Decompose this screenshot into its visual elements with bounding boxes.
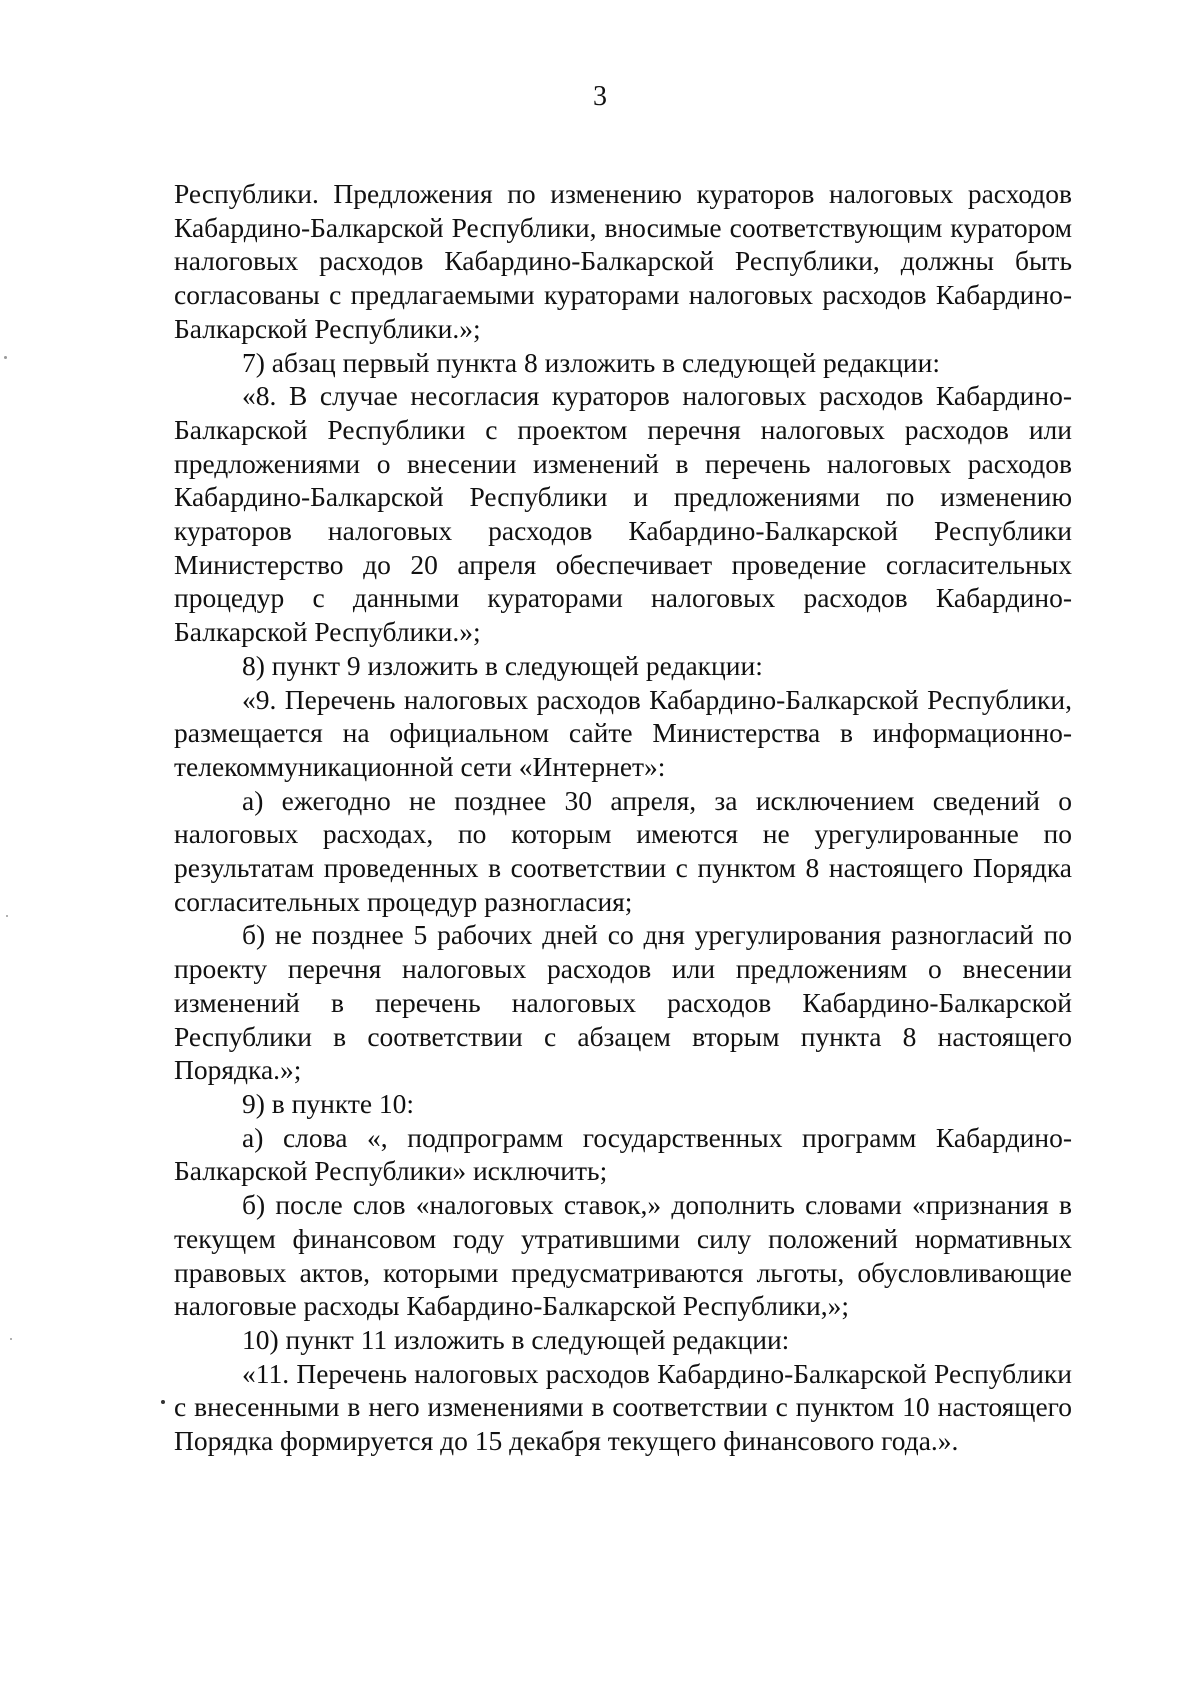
document-body — [174, 177, 1072, 1458]
paragraph-clause-8: «8. В случае несогласия кураторов налоговых расходов Кабардино-Балкарской Республики с проектом перечня налоговых расходов или предложениями о внесении изменений в перечень налоговых расходов Кабардино-Балкарской Республики и предложениями по изменению кураторов налоговых расходов Кабардино-Балкарской Республики Министерство до 20 апреля обеспечивает проведение согласительных процедур с данными кураторами налоговых расходов Кабардино-Балкарской Республики.»; — [174, 380, 1072, 648]
scan-speck — [6, 915, 8, 917]
scan-speck — [4, 356, 7, 359]
paragraph-item-9: 9) в пункте 10: — [242, 1087, 415, 1119]
paragraph-subitem-b: б) не позднее 5 рабочих дней со дня урегулирования разногласий по проекту перечня налоговых расходов или предложениям о внесении изменений в перечень налоговых расходов Кабардино-Балкарской Республики в соответствии с абзацем вторым пункта 8 настоящего Порядка.»; — [174, 919, 1072, 1086]
scan-speck — [161, 1400, 165, 1404]
scan-speck — [10, 1338, 12, 1340]
paragraph-clause-9: «9. Перечень налоговых расходов Кабардино-Балкарской Республики, размещается на официальном сайте Министерства в информационно-телекоммуникационной сети «Интернет»: — [174, 683, 1072, 782]
paragraph-clause-11: «11. Перечень налоговых расходов Кабардино-Балкарской Республики с внесенными в него изменениями в соответствии с пунктом 10 настоящего Порядка формируется до 15 декабря текущего финансового года.». — [174, 1357, 1072, 1457]
page-number: 3 — [593, 81, 607, 112]
paragraph-item-9-a: а) слова «, подпрограмм государственных программ Кабардино-Балкарской Республики» исключить; — [174, 1121, 1072, 1187]
paragraph-subitem-a: а) ежегодно не позднее 30 апреля, за исключением сведений о налоговых расходах, по которым имеются не урегулированные по результатам проведенных в соответствии с пунктом 8 настоящего Порядка согласительных процедур разногласия; — [174, 784, 1072, 917]
paragraph-continuation: Республики. Предложения по изменению кураторов налоговых расходов Кабардино-Балкарской Республики, вносимые соответствующим куратором налоговых расходов Кабардино-Балкарской Республики, должны быть согласованы с предлагаемыми кураторами налоговых расходов Кабардино-Балкарской Республики.»; — [174, 178, 1072, 344]
paragraph-item-7: 7) абзац первый пункта 8 изложить в следующей редакции: — [242, 346, 940, 378]
paragraph-item-9-b: б) после слов «налоговых ставок,» дополнить словами «признания в текущем финансовом году утратившими силу положений нормативных правовых актов, которыми предусматриваются льготы, обусловливающие налоговые расходы Кабардино-Балкарской Республики,»; — [174, 1189, 1072, 1322]
paragraph-item-8: 8) пункт 9 изложить в следующей редакции: — [242, 649, 763, 681]
paragraph-item-10: 10) пункт 11 изложить в следующей редакции: — [242, 1323, 790, 1355]
